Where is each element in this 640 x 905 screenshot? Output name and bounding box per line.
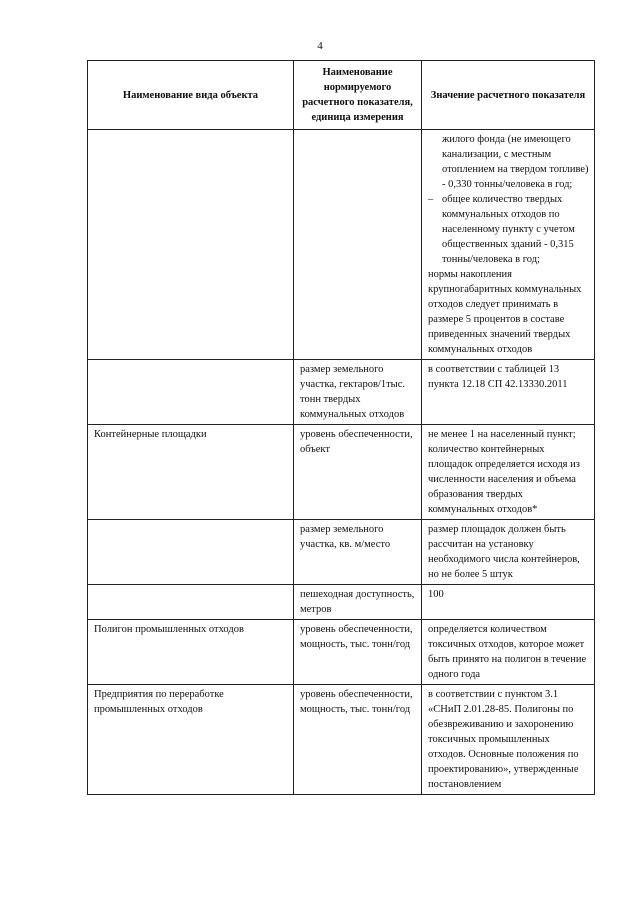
header-object-type: Наименование вида объекта (88, 61, 294, 130)
cell-object (88, 520, 294, 585)
cell-value: не менее 1 на населенный пункт; количество контейнерных площадок определяется исходя из численности населения и объема образования твердых коммунальных отходов* (422, 425, 595, 520)
cell-object: Контейнерные площадки (88, 425, 294, 520)
cell-indicator: уровень обеспеченности, мощность, тыс. тонн/год (294, 620, 422, 685)
table-row (88, 425, 595, 520)
cell-value: размер площадок должен быть рассчитан на установку необходимого числа контейнеров, но не более 5 штук (422, 520, 595, 585)
value-tail: нормы накопления крупногабаритных коммунальных отходов следует принимать в размере 5 процентов в составе приведенных значений твердых коммунальных отходов (428, 269, 582, 355)
cell-value: в соответствии с таблицей 13 пункта 12.18 СП 42.13330.2011 (422, 360, 595, 425)
table-row (88, 620, 595, 685)
table-row (88, 685, 595, 795)
cell-indicator: уровень обеспеченности, объект (294, 425, 422, 520)
table-row (88, 585, 595, 620)
value-continuation: жилого фонда (не имеющего канализации, с местным отоплением на твердом топливе) - 0,330 тонны/человека в год; (442, 134, 589, 190)
cell-value: определяется количеством токсичных отходов, которое может быть принято на полигон в течение одного года (422, 620, 595, 685)
cell-value (422, 130, 595, 360)
header-value: Значение расчетного показателя (422, 61, 595, 130)
header-indicator: Наименование нормируемого расчетного показателя, единица измерения (294, 61, 422, 130)
cell-object: Предприятия по переработке промышленных отходов (88, 685, 294, 795)
table-row (88, 360, 595, 425)
cell-indicator: пешеходная доступность, метров (294, 585, 422, 620)
cell-indicator (294, 130, 422, 360)
cell-indicator: уровень обеспеченности, мощность, тыс. тонн/год (294, 685, 422, 795)
page-number: 4 (317, 40, 323, 52)
cell-value: 100 (422, 585, 595, 620)
cell-indicator: размер земельного участка, гектаров/1тыс. тонн твердых коммунальных отходов (294, 360, 422, 425)
dash-list-item (428, 192, 589, 267)
dash-item-text: общее количество твердых коммунальных отходов по населенному пункту с учетом общественных зданий - 0,315 тонны/человека в год; (442, 194, 575, 265)
cell-object (88, 130, 294, 360)
table-header-row (88, 61, 595, 130)
table-row (88, 520, 595, 585)
table-row (88, 130, 595, 360)
cell-object (88, 360, 294, 425)
indicators-table (87, 60, 595, 795)
cell-object: Полигон промышленных отходов (88, 620, 294, 685)
cell-object (88, 585, 294, 620)
cell-value: в соответствии с пунктом 3.1 «СНиП 2.01.28-85. Полигоны по обезвреживанию и захоронению токсичных промышленных отходов. Основные положения по проектированию», утвержденные постановлением (422, 685, 595, 795)
cell-indicator: размер земельного участка, кв. м/место (294, 520, 422, 585)
dash-marker: – (428, 194, 434, 205)
